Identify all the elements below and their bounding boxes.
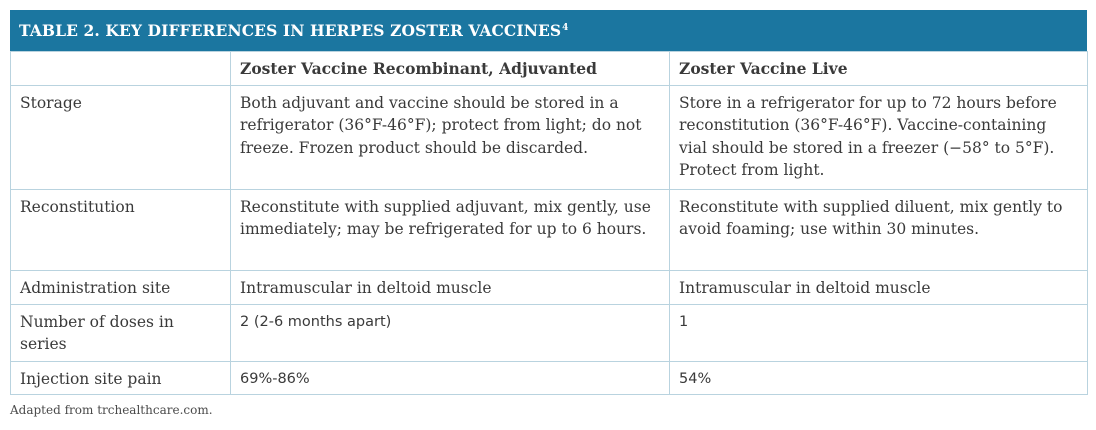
cell-live: 54% (670, 361, 1088, 395)
row-label: Administration site (11, 270, 231, 304)
row-label: Injection site pain (11, 361, 231, 395)
cell-live: Reconstitute with supplied diluent, mix gently to avoid foaming; use within 30 minutes. (670, 189, 1088, 270)
row-label: Number of doses in series (11, 304, 231, 361)
cell-live: 1 (670, 304, 1088, 361)
comparison-table (10, 51, 1088, 395)
cell-recombinant: Both adjuvant and vaccine should be stored in a refrigerator (36°F-46°F); protect from light; do not freeze. Frozen product should be discarded. (231, 85, 670, 189)
table-title-reference: 4 (562, 23, 569, 33)
column-header-live: Zoster Vaccine Live (670, 52, 1088, 86)
table-title-bar (10, 10, 1087, 51)
row-label: Storage (11, 85, 231, 189)
cell-recombinant: 69%-86% (231, 361, 670, 395)
vaccine-comparison-figure (10, 10, 1087, 417)
column-header-blank (11, 52, 231, 86)
table-row-storage (11, 85, 1088, 189)
table-row-reconstitution (11, 189, 1088, 270)
row-label: Reconstitution (11, 189, 231, 270)
source-footnote: Adapted from trchealthcare.com. (10, 403, 213, 417)
table-header-row (11, 52, 1088, 86)
cell-recombinant: 2 (2-6 months apart) (231, 304, 670, 361)
cell-recombinant: Reconstitute with supplied adjuvant, mix gently, use immediately; may be refrigerated for up to 6 hours. (231, 189, 670, 270)
cell-recombinant: Intramuscular in deltoid muscle (231, 270, 670, 304)
table-title: TABLE 2. KEY DIFFERENCES IN HERPES ZOSTER VACCINES (19, 21, 562, 40)
table-row-administration-site (11, 270, 1088, 304)
column-header-recombinant: Zoster Vaccine Recombinant, Adjuvanted (231, 52, 670, 86)
table-row-injection-site-pain (11, 361, 1088, 395)
cell-live: Intramuscular in deltoid muscle (670, 270, 1088, 304)
cell-live: Store in a refrigerator for up to 72 hours before reconstitution (36°F-46°F). Vaccine-containing vial should be stored in a freezer (−58° to 5°F). Protect from light. (670, 85, 1088, 189)
table-row-number-of-doses (11, 304, 1088, 361)
